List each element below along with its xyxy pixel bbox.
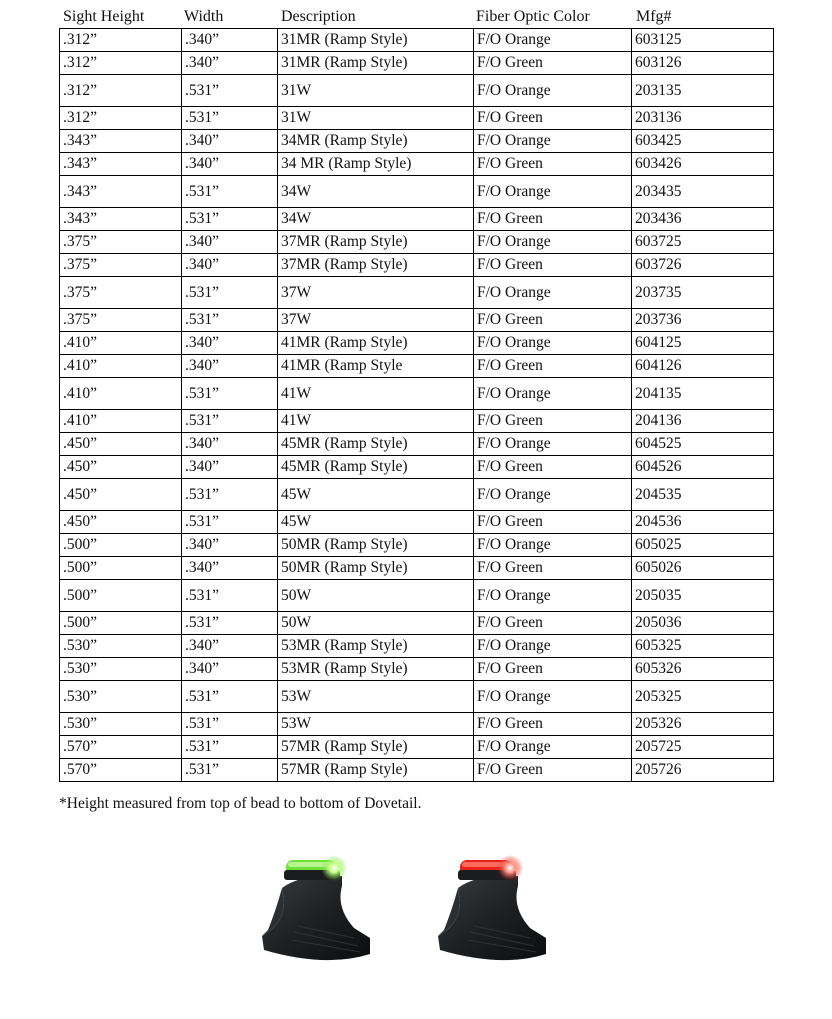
table-header-row bbox=[0, 0, 832, 28]
table-row bbox=[60, 254, 774, 277]
cell-width: .531” bbox=[182, 511, 278, 534]
cell-mfg-number: 203135 bbox=[632, 75, 774, 107]
cell-fiber-optic-color: F/O Orange bbox=[474, 534, 632, 557]
cell-description: 41W bbox=[278, 410, 474, 433]
cell-description: 37W bbox=[278, 309, 474, 332]
cell-mfg-number: 205036 bbox=[632, 612, 774, 635]
cell-width: .531” bbox=[182, 759, 278, 782]
cell-mfg-number: 603426 bbox=[632, 153, 774, 176]
cell-sight-height: .312” bbox=[60, 52, 182, 75]
cell-fiber-optic-color: F/O Green bbox=[474, 759, 632, 782]
cell-mfg-number: 204136 bbox=[632, 410, 774, 433]
table-row bbox=[60, 231, 774, 254]
cell-description: 50MR (Ramp Style) bbox=[278, 557, 474, 580]
table-row bbox=[60, 107, 774, 130]
header-description: Description bbox=[281, 8, 356, 25]
cell-sight-height: .312” bbox=[60, 107, 182, 130]
cell-width: .340” bbox=[182, 355, 278, 378]
cell-description: 50MR (Ramp Style) bbox=[278, 534, 474, 557]
cell-mfg-number: 203736 bbox=[632, 309, 774, 332]
cell-sight-height: .450” bbox=[60, 433, 182, 456]
cell-mfg-number: 604126 bbox=[632, 355, 774, 378]
cell-sight-height: .343” bbox=[60, 153, 182, 176]
cell-sight-height: .410” bbox=[60, 378, 182, 410]
cell-mfg-number: 203136 bbox=[632, 107, 774, 130]
cell-mfg-number: 604526 bbox=[632, 456, 774, 479]
cell-description: 53W bbox=[278, 713, 474, 736]
cell-fiber-optic-color: F/O Green bbox=[474, 557, 632, 580]
cell-sight-height: .530” bbox=[60, 713, 182, 736]
cell-width: .531” bbox=[182, 681, 278, 713]
table-row bbox=[60, 456, 774, 479]
table-row bbox=[60, 332, 774, 355]
cell-width: .531” bbox=[182, 410, 278, 433]
cell-fiber-optic-color: F/O Orange bbox=[474, 635, 632, 658]
table-row bbox=[60, 208, 774, 231]
cell-mfg-number: 604125 bbox=[632, 332, 774, 355]
table-row bbox=[60, 130, 774, 153]
cell-width: .340” bbox=[182, 557, 278, 580]
cell-sight-height: .375” bbox=[60, 231, 182, 254]
cell-fiber-optic-color: F/O Orange bbox=[474, 479, 632, 511]
cell-sight-height: .375” bbox=[60, 277, 182, 309]
table-row bbox=[60, 153, 774, 176]
table-row bbox=[60, 534, 774, 557]
cell-mfg-number: 603425 bbox=[632, 130, 774, 153]
cell-width: .340” bbox=[182, 635, 278, 658]
cell-description: 53MR (Ramp Style) bbox=[278, 658, 474, 681]
cell-sight-height: .530” bbox=[60, 635, 182, 658]
table-row bbox=[60, 557, 774, 580]
cell-fiber-optic-color: F/O Green bbox=[474, 107, 632, 130]
table-row bbox=[60, 713, 774, 736]
cell-width: .340” bbox=[182, 29, 278, 52]
cell-sight-height: .343” bbox=[60, 130, 182, 153]
cell-sight-height: .570” bbox=[60, 736, 182, 759]
table-row bbox=[60, 355, 774, 378]
cell-width: .531” bbox=[182, 107, 278, 130]
cell-description: 45MR (Ramp Style) bbox=[278, 433, 474, 456]
table-row bbox=[60, 759, 774, 782]
cell-fiber-optic-color: F/O Green bbox=[474, 713, 632, 736]
cell-sight-height: .530” bbox=[60, 658, 182, 681]
cell-description: 34W bbox=[278, 176, 474, 208]
cell-mfg-number: 204536 bbox=[632, 511, 774, 534]
cell-sight-height: .450” bbox=[60, 511, 182, 534]
cell-fiber-optic-color: F/O Orange bbox=[474, 29, 632, 52]
cell-description: 53W bbox=[278, 681, 474, 713]
cell-fiber-optic-color: F/O Green bbox=[474, 511, 632, 534]
green-fiber-optic-sight-icon bbox=[254, 850, 379, 974]
cell-fiber-optic-color: F/O Orange bbox=[474, 75, 632, 107]
cell-description: 34 MR (Ramp Style) bbox=[278, 153, 474, 176]
cell-width: .340” bbox=[182, 52, 278, 75]
cell-fiber-optic-color: F/O Green bbox=[474, 52, 632, 75]
cell-fiber-optic-color: F/O Green bbox=[474, 254, 632, 277]
cell-mfg-number: 603725 bbox=[632, 231, 774, 254]
table-row bbox=[60, 580, 774, 612]
cell-fiber-optic-color: F/O Green bbox=[474, 355, 632, 378]
cell-mfg-number: 603126 bbox=[632, 52, 774, 75]
cell-description: 50W bbox=[278, 580, 474, 612]
cell-fiber-optic-color: F/O Orange bbox=[474, 433, 632, 456]
cell-description: 31MR (Ramp Style) bbox=[278, 52, 474, 75]
cell-width: .531” bbox=[182, 75, 278, 107]
cell-width: .340” bbox=[182, 433, 278, 456]
table-row bbox=[60, 658, 774, 681]
cell-description: 31W bbox=[278, 75, 474, 107]
cell-description: 45W bbox=[278, 479, 474, 511]
cell-mfg-number: 204135 bbox=[632, 378, 774, 410]
footnote: *Height measured from top of bead to bottom of Dovetail. bbox=[59, 795, 422, 812]
cell-fiber-optic-color: F/O Orange bbox=[474, 130, 632, 153]
cell-width: .340” bbox=[182, 456, 278, 479]
cell-width: .531” bbox=[182, 713, 278, 736]
table-row bbox=[60, 309, 774, 332]
table-row bbox=[60, 681, 774, 713]
cell-mfg-number: 203436 bbox=[632, 208, 774, 231]
cell-fiber-optic-color: F/O Green bbox=[474, 658, 632, 681]
table-body bbox=[60, 29, 774, 782]
cell-description: 50W bbox=[278, 612, 474, 635]
cell-mfg-number: 603726 bbox=[632, 254, 774, 277]
cell-description: 57MR (Ramp Style) bbox=[278, 759, 474, 782]
cell-sight-height: .500” bbox=[60, 612, 182, 635]
cell-mfg-number: 205325 bbox=[632, 681, 774, 713]
cell-description: 41W bbox=[278, 378, 474, 410]
cell-width: .340” bbox=[182, 153, 278, 176]
cell-fiber-optic-color: F/O Orange bbox=[474, 736, 632, 759]
cell-fiber-optic-color: F/O Orange bbox=[474, 580, 632, 612]
cell-description: 31MR (Ramp Style) bbox=[278, 29, 474, 52]
table-row bbox=[60, 635, 774, 658]
cell-sight-height: .410” bbox=[60, 410, 182, 433]
cell-sight-height: .500” bbox=[60, 534, 182, 557]
cell-description: 34W bbox=[278, 208, 474, 231]
cell-mfg-number: 603125 bbox=[632, 29, 774, 52]
cell-description: 57MR (Ramp Style) bbox=[278, 736, 474, 759]
sight-spec-table bbox=[59, 28, 774, 782]
cell-width: .340” bbox=[182, 130, 278, 153]
cell-fiber-optic-color: F/O Orange bbox=[474, 332, 632, 355]
cell-mfg-number: 205035 bbox=[632, 580, 774, 612]
cell-fiber-optic-color: F/O Green bbox=[474, 410, 632, 433]
cell-width: .340” bbox=[182, 534, 278, 557]
cell-sight-height: .450” bbox=[60, 456, 182, 479]
cell-fiber-optic-color: F/O Orange bbox=[474, 277, 632, 309]
cell-width: .531” bbox=[182, 612, 278, 635]
header-fiber-optic-color: Fiber Optic Color bbox=[476, 8, 590, 25]
cell-sight-height: .500” bbox=[60, 580, 182, 612]
header-mfg-number: Mfg# bbox=[636, 8, 672, 25]
header-sight-height: Sight Height bbox=[63, 8, 145, 25]
cell-description: 34MR (Ramp Style) bbox=[278, 130, 474, 153]
cell-width: .340” bbox=[182, 231, 278, 254]
header-width: Width bbox=[184, 8, 224, 25]
table-row bbox=[60, 277, 774, 309]
cell-fiber-optic-color: F/O Green bbox=[474, 456, 632, 479]
cell-width: .531” bbox=[182, 277, 278, 309]
cell-description: 41MR (Ramp Style bbox=[278, 355, 474, 378]
cell-mfg-number: 203735 bbox=[632, 277, 774, 309]
table-row bbox=[60, 511, 774, 534]
cell-mfg-number: 605325 bbox=[632, 635, 774, 658]
table-row bbox=[60, 410, 774, 433]
cell-description: 45MR (Ramp Style) bbox=[278, 456, 474, 479]
cell-width: .531” bbox=[182, 479, 278, 511]
cell-mfg-number: 205725 bbox=[632, 736, 774, 759]
cell-sight-height: .312” bbox=[60, 29, 182, 52]
cell-width: .340” bbox=[182, 332, 278, 355]
cell-mfg-number: 204535 bbox=[632, 479, 774, 511]
cell-mfg-number: 605025 bbox=[632, 534, 774, 557]
cell-description: 37W bbox=[278, 277, 474, 309]
cell-sight-height: .570” bbox=[60, 759, 182, 782]
cell-sight-height: .450” bbox=[60, 479, 182, 511]
cell-fiber-optic-color: F/O Orange bbox=[474, 378, 632, 410]
cell-sight-height: .312” bbox=[60, 75, 182, 107]
cell-sight-height: .375” bbox=[60, 254, 182, 277]
cell-description: 37MR (Ramp Style) bbox=[278, 231, 474, 254]
cell-width: .531” bbox=[182, 736, 278, 759]
table-row bbox=[60, 378, 774, 410]
cell-fiber-optic-color: F/O Green bbox=[474, 208, 632, 231]
table-row bbox=[60, 736, 774, 759]
cell-width: .531” bbox=[182, 208, 278, 231]
table-row bbox=[60, 75, 774, 107]
table-row bbox=[60, 612, 774, 635]
cell-mfg-number: 203435 bbox=[632, 176, 774, 208]
cell-sight-height: .410” bbox=[60, 332, 182, 355]
table-row bbox=[60, 29, 774, 52]
table-row bbox=[60, 479, 774, 511]
red-fiber-optic-sight-icon bbox=[430, 850, 555, 974]
cell-sight-height: .375” bbox=[60, 309, 182, 332]
cell-fiber-optic-color: F/O Orange bbox=[474, 231, 632, 254]
table-row bbox=[60, 433, 774, 456]
cell-sight-height: .500” bbox=[60, 557, 182, 580]
table-row bbox=[60, 52, 774, 75]
cell-width: .340” bbox=[182, 254, 278, 277]
cell-mfg-number: 605326 bbox=[632, 658, 774, 681]
cell-fiber-optic-color: F/O Green bbox=[474, 612, 632, 635]
cell-fiber-optic-color: F/O Orange bbox=[474, 681, 632, 713]
cell-mfg-number: 205726 bbox=[632, 759, 774, 782]
cell-fiber-optic-color: F/O Green bbox=[474, 309, 632, 332]
cell-width: .531” bbox=[182, 176, 278, 208]
cell-sight-height: .343” bbox=[60, 176, 182, 208]
cell-description: 37MR (Ramp Style) bbox=[278, 254, 474, 277]
cell-sight-height: .530” bbox=[60, 681, 182, 713]
cell-description: 53MR (Ramp Style) bbox=[278, 635, 474, 658]
cell-description: 31W bbox=[278, 107, 474, 130]
cell-sight-height: .343” bbox=[60, 208, 182, 231]
cell-description: 41MR (Ramp Style) bbox=[278, 332, 474, 355]
cell-width: .531” bbox=[182, 309, 278, 332]
cell-width: .531” bbox=[182, 378, 278, 410]
cell-width: .531” bbox=[182, 580, 278, 612]
cell-fiber-optic-color: F/O Green bbox=[474, 153, 632, 176]
cell-mfg-number: 604525 bbox=[632, 433, 774, 456]
cell-width: .340” bbox=[182, 658, 278, 681]
cell-fiber-optic-color: F/O Orange bbox=[474, 176, 632, 208]
cell-mfg-number: 605026 bbox=[632, 557, 774, 580]
cell-description: 45W bbox=[278, 511, 474, 534]
cell-mfg-number: 205326 bbox=[632, 713, 774, 736]
table-row bbox=[60, 176, 774, 208]
cell-sight-height: .410” bbox=[60, 355, 182, 378]
